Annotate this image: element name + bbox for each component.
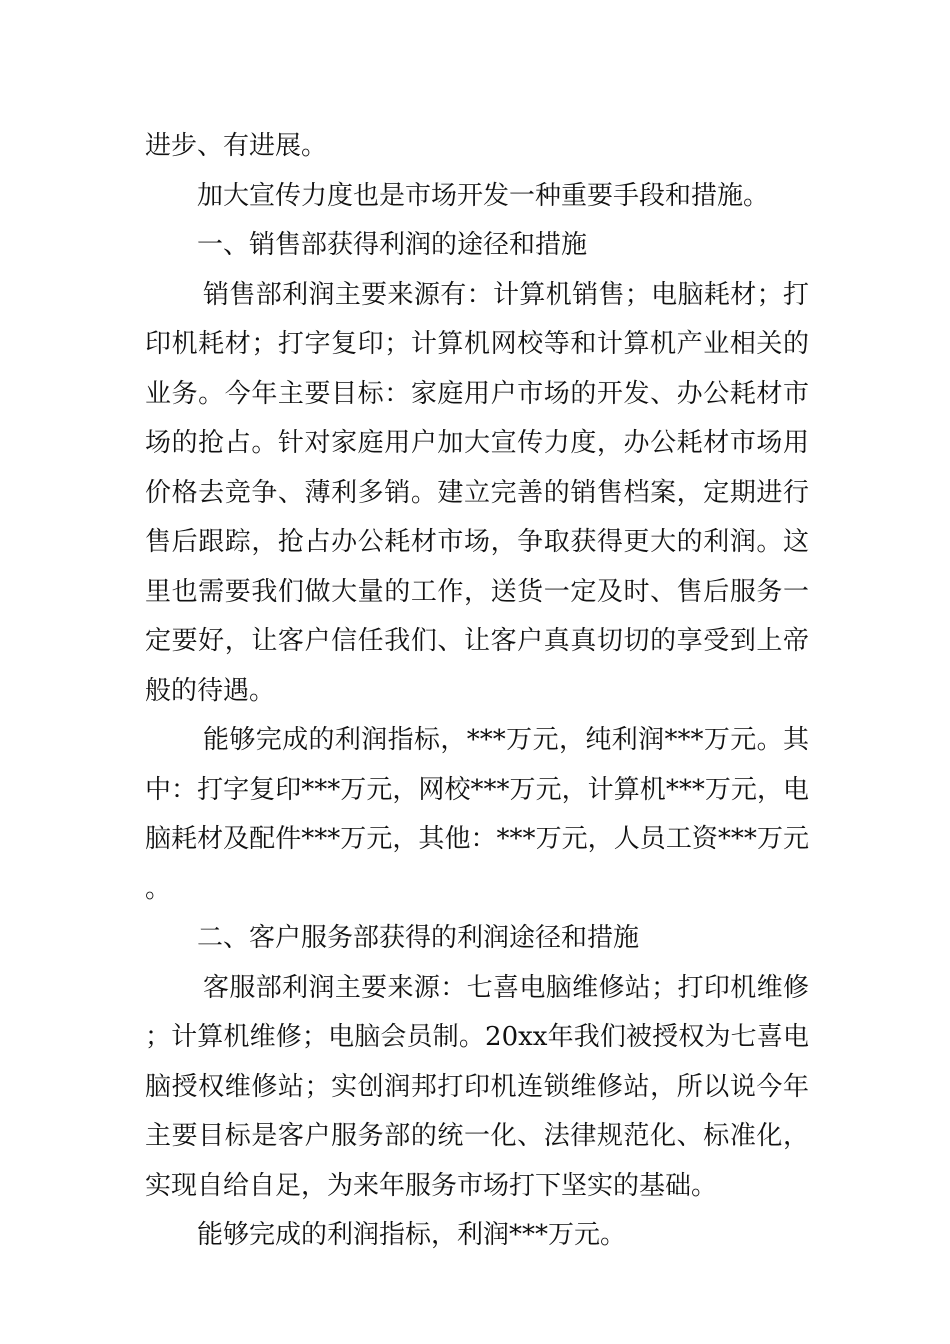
paragraph-service-targets: 能够完成的利润指标，利润***万元。 bbox=[197, 1220, 627, 1250]
section-heading-service: 二、客户服务部获得的利润途径和措施 bbox=[197, 923, 640, 953]
document-body bbox=[145, 122, 809, 1261]
paragraph-continuation: 进步、有进展。 bbox=[145, 131, 328, 161]
paragraph-publicity: 加大宣传力度也是市场开发一种重要手段和措施。 bbox=[197, 180, 770, 211]
section-heading-sales: 一、销售部获得利润的途径和措施 bbox=[197, 230, 588, 260]
paragraph-service-sources: 客服部利润主要来源：七喜电脑维修站；打印机维修；计算机维修；电脑会员制。20xx年我们被授权为七喜电脑授权维修站；实创润邦打印机连锁维修站，所以说今年主要目标是客户服务部的统一化、法律规范化、标准化，实现自给自足，为来年服务市场打下坚实的基础。 bbox=[145, 972, 809, 1201]
paragraph-sales-targets: 能够完成的利润指标，***万元，纯利润***万元。其中：打字复印***万元，网校***万元，计算机***万元，电脑耗材及配件***万元，其他：***万元，人员工资***万元。 bbox=[145, 725, 809, 904]
paragraph-sales-sources: 销售部利润主要来源有：计算机销售；电脑耗材；打印机耗材；打字复印；计算机网校等和计算机产业相关的业务。今年主要目标：家庭用户市场的开发、办公耗材市场的抢占。针对家庭用户加大宣传力度，办公耗材市场用价格去竞争、薄利多销。建立完善的销售档案，定期进行售后跟踪，抢占办公耗材市场，争取获得更大的利润。这里也需要我们做大量的工作，送货一定及时、售后服务一定要好，让客户信任我们、让客户真真切切的享受到上帝般的待遇。 bbox=[145, 279, 809, 706]
